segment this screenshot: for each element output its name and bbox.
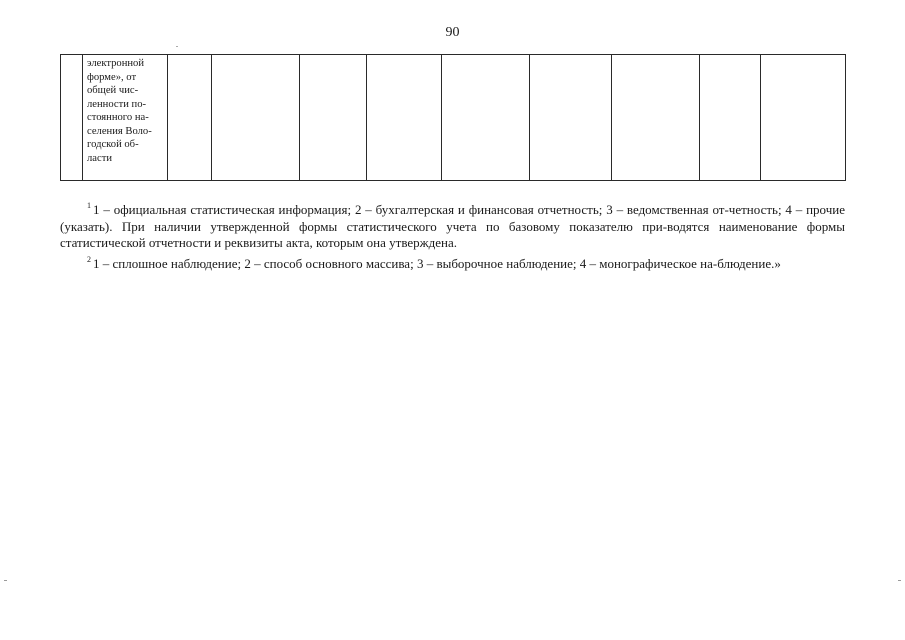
footnote-text: 1 – сплошное наблюдение; 2 – способ основного массива; 3 – выборочное наблюдение; 4 – монографическое на-блюдение.» bbox=[93, 255, 781, 271]
footnote-1 bbox=[60, 198, 845, 252]
table-cell-number bbox=[61, 55, 83, 181]
footnotes bbox=[60, 198, 845, 272]
footnote-marker: 2 bbox=[87, 254, 91, 264]
table-cell-empty bbox=[212, 55, 300, 181]
table-cell-empty bbox=[367, 55, 442, 181]
table-cell-empty bbox=[761, 55, 846, 181]
scan-dot bbox=[176, 46, 178, 47]
table-row bbox=[61, 55, 846, 181]
table-cell-empty bbox=[530, 55, 612, 181]
footnote-2 bbox=[60, 252, 845, 273]
table-cell-empty bbox=[300, 55, 367, 181]
table-cell-empty bbox=[168, 55, 212, 181]
table-cell-indicator bbox=[83, 55, 168, 181]
indicator-table bbox=[60, 54, 846, 181]
indicator-name-text: электронной форме», от общей чис- ленности по- стоянного на- селения Воло- годской об- ласти bbox=[87, 58, 152, 164]
scan-edge-mark bbox=[4, 580, 7, 581]
footnote-marker: 1 bbox=[87, 201, 91, 210]
scan-edge-mark bbox=[898, 580, 901, 581]
table-cell-empty bbox=[612, 55, 700, 181]
table-cell-empty bbox=[442, 55, 530, 181]
table-cell-empty bbox=[700, 55, 761, 181]
page-number: 90 bbox=[445, 25, 460, 40]
footnote-text: 1 – официальная статистическая информация; 2 – бухгалтерская и финансовая отчетность; 3 – ведомственная от-четность; 4 – прочие (указать). При наличии утвержденной формы статистического учета по базовому показателю при-водятся наименование формы статистической отчетности и реквизиты акта, которым она утверждена. bbox=[60, 202, 845, 250]
